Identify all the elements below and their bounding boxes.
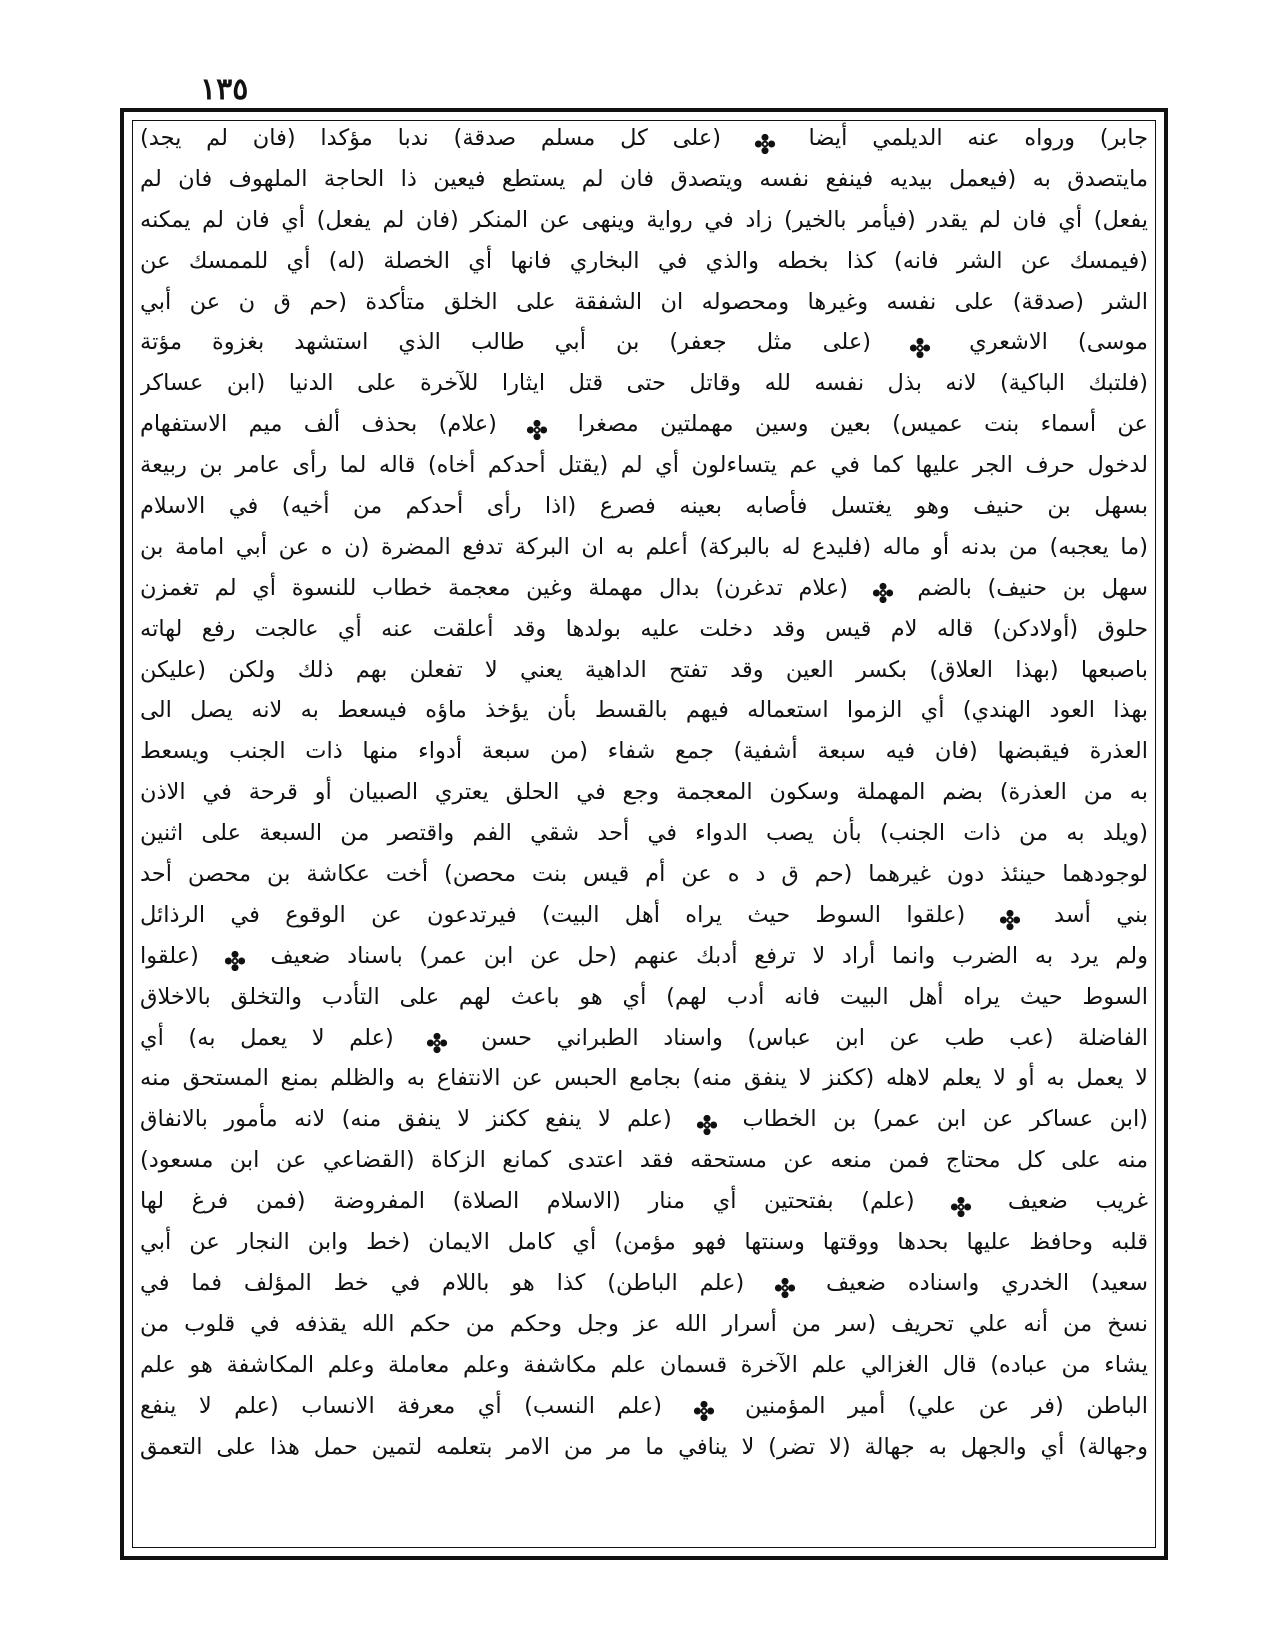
text-line: بسهل بن حنيف وهو يغتسل فأصابه بعينه فصرع (اذا رأى أحدكم من أخيه) في الاسلام [140, 493, 1148, 520]
flower-ornament-icon [693, 1395, 715, 1417]
flower-ornament-icon [224, 945, 246, 967]
text-line: قلبه وحافظ عليها بحدها ووقتها وسنتها فهو مؤمن) أي كامل الايمان (خط وابن النجار عن أبي [140, 1229, 1148, 1256]
text-line: مايتصدق به (فيعمل بيديه فينفع نفسه ويتصدق فان لم يستطع فيعين ذا الحاجة الملهوف فان لم [140, 165, 1148, 192]
flower-ornament-icon [696, 1109, 718, 1131]
text-line: سهل بن حنيف) بالضم (علام تدغرن) بدال مهملة وغين معجمة خطاب للنسوة أي لم تغمزن [140, 568, 1148, 609]
text-line: (فيمسك عن الشر فانه) كذا بخطه والذي في البخاري فانها أي الخصلة (له) أي للممسك عن [140, 247, 1148, 274]
text-line: (ابن عساكر عن ابن عمر) بن الخطاب (علم لا ينفع ككنز لا ينفق منه) لانه مأمور بالانفاق [140, 1099, 1148, 1140]
text-line: لوجودهما حينئذ دون غيرهما (حم ق د ه عن أم قيس بنت محصن) أخت عكاشة بن محصن أحد [140, 861, 1148, 888]
flower-ornament-icon [909, 332, 931, 354]
text-line: نسخ من أنه علي تحريف (سر من أسرار الله عز وجل وحكم من حكم الله يقذفه في قلوب من [140, 1310, 1148, 1337]
flower-ornament-icon [999, 904, 1021, 926]
text-line: (ما يعجبه) من بدنه أو ماله (فليدع له بالبركة) أعلم به ان البركة تدفع المضرة (ن ه عن أبي امامة بن [140, 533, 1148, 560]
text-line: غريب ضعيف (علم) بفتحتين أي منار (الاسلام الصلاة) المفروضة (فمن فرغ لها [140, 1181, 1148, 1222]
text-line: عن أسماء بنت عميس) بعين وسين مهملتين مصغرا (علام) بحذف ألف ميم الاستفهام [140, 404, 1148, 445]
text-line: حلوق (أولادكن) قاله لام قيس وقد دخلت عليه بولدها وقد أعلقت عنه أي عالجت رفع لهاته [140, 615, 1148, 642]
text-line: الفاضلة (عب طب عن ابن عباس) واسناد الطبراني حسن (علم لا يعمل به) أي [140, 1018, 1148, 1059]
text-line: به من العذرة) بضم المهملة وسكون المعجمة وجع في الحلق يعتري الصبيان أو قرحة في الاذن [140, 779, 1148, 806]
text-line: منه على كل محتاج فمن منعه عن مستحقه فقد اعتدى كمانع الزكاة (القضاعي عن ابن مسعود) [140, 1147, 1148, 1174]
flower-ornament-icon [774, 1272, 796, 1294]
text-line: السوط حيث يراه أهل البيت فانه أدب لهم) أي هو باعث لهم على التأدب والتخلق بالاخلاق [140, 983, 1148, 1010]
text-line: موسى) الاشعري (على مثل جعفر) بن أبي طالب الذي استشهد بغزوة مؤتة [140, 322, 1148, 363]
text-block [140, 118, 1148, 1550]
text-line: باصبعها (بهذا العلاق) بكسر العين وقد تفتح الداهية يعني لا تفعلن بهم ذلك ولكن (عليكن [140, 656, 1148, 683]
text-line: بني أسد (علقوا السوط حيث يراه أهل البيت) فيرتدعون عن الوقوع في الرذائل [140, 895, 1148, 936]
text-line: يشاء من عباده) قال الغزالي علم الآخرة قسمان علم مكاشفة وعلم معاملة وعلم المكاشفة هو علم [140, 1351, 1148, 1378]
text-line: الشر (صدقة) على نفسه وغيرها ومحصوله ان الشفقة على الخلق متأكدة (حم ق ن عن أبي [140, 288, 1148, 315]
text-line: (ويلد به من ذات الجنب) بأن يصب الدواء في أحد شقي الفم واقتصر من السبعة على اثنين [140, 820, 1148, 847]
text-line: جابر) ورواه عنه الديلمي أيضا (على كل مسلم صدقة) ندبا مؤكدا (فان لم يجد) [140, 118, 1148, 159]
text-line: يفعل) أي فان لم يقدر (فيأمر بالخير) زاد في رواية وينهى عن المنكر (فان لم يفعل) أي فان لم يمكنه [140, 206, 1148, 233]
text-line: العذرة فيقبضها (فان فيه سبعة أشفية) جمع شفاء (من سبعة أدواء منها ذات الجنب ويسعط [140, 738, 1148, 765]
page-number: ١٣٥ [200, 72, 249, 107]
flower-ornament-icon [754, 128, 776, 150]
text-line: الباطن (فر عن علي) أمير المؤمنين (علم النسب) أي معرفة الانساب (علم لا ينفع [140, 1386, 1148, 1427]
text-line: (فلتبك الباكية) لانه بذل نفسه لله وقاتل حتى قتل ايثارا للآخرة على الدنيا (ابن عساكر [140, 370, 1148, 397]
text-line: وجهالة) أي والجهل به جهالة (لا تضر) لا ينافي ما مر من الامر بتعلمه لتمين حمل هذا على التعمق [140, 1433, 1148, 1460]
text-line: لدخول حرف الجر عليها كما في عم يتساءلون أي لم (يقتل أحدكم أخاه) قاله لما رأى عامر بن ربيعة [140, 452, 1148, 479]
flower-ornament-icon [950, 1191, 972, 1213]
flower-ornament-icon [526, 414, 548, 436]
flower-ornament-icon [426, 1027, 448, 1049]
text-line: ولم يرد به الضرب وانما أراد لا ترفع أدبك عنهم (حل عن ابن عمر) باسناد ضعيف (علقوا [140, 936, 1148, 977]
text-line: سعيد) الخدري واسناده ضعيف (علم الباطن) كذا هو باللام في خط المؤلف فما في [140, 1263, 1148, 1304]
text-line: بهذا العود الهندي) أي الزموا استعماله فيهم بالقسط بأن يؤخذ ماؤه فيسعط به لانه يصل الى [140, 697, 1148, 724]
flower-ornament-icon [872, 577, 894, 599]
text-line: لا يعمل به أو لا يعلم لاهله (ككنز لا ينفق منه) بجامع الحبس عن الانتفاع به والظلم بمنع المستحق منه [140, 1065, 1148, 1092]
